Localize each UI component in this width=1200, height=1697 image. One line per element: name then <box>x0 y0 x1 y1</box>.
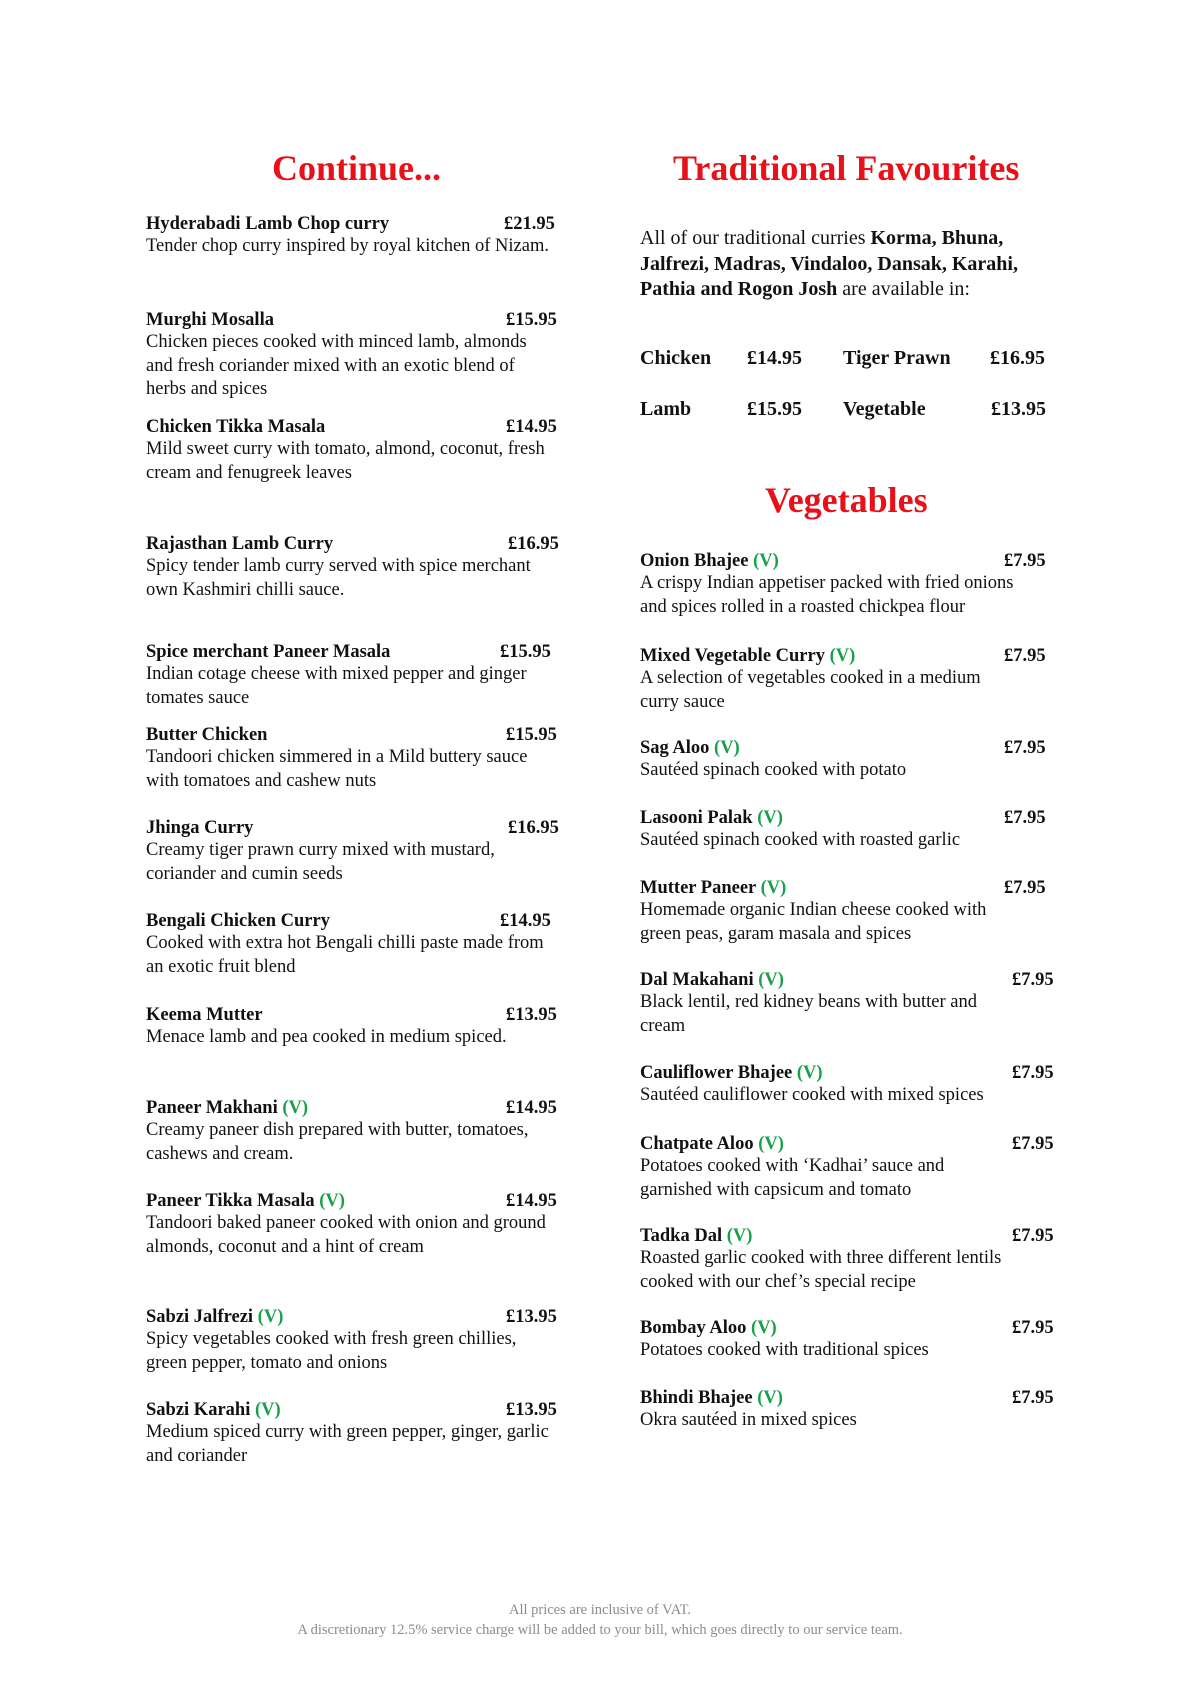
item-name: Keema Mutter <box>146 1005 263 1025</box>
item-price: £7.95 <box>1004 738 1046 758</box>
item-name: Bhindi Bhajee <box>640 1388 753 1408</box>
item-header <box>640 549 1060 573</box>
item-name: Mutter Paneer <box>640 878 756 898</box>
footer <box>0 1600 1200 1640</box>
price-chicken: £14.95 <box>747 347 802 369</box>
item-header <box>146 816 564 840</box>
item-price: £14.95 <box>500 911 551 931</box>
item-price: £16.95 <box>508 818 559 838</box>
vegetable-menu-item <box>640 1132 1060 1202</box>
item-price: £13.95 <box>506 1307 557 1327</box>
vegetarian-badge: (V) <box>751 1318 777 1338</box>
item-name: Tadka Dal <box>640 1226 723 1246</box>
price-vegetable: £13.95 <box>991 398 1046 420</box>
vegetable-menu-item <box>640 876 1060 946</box>
item-description: Chicken pieces cooked with minced lamb, almonds and fresh coriander mixed with an exotic blend of herbs and spices <box>146 332 527 399</box>
vegetarian-badge: (V) <box>753 551 779 571</box>
item-description: Roasted garlic cooked with three different lentils cooked with our chef’s special recipe <box>640 1248 1002 1292</box>
item-name: Onion Bhajee <box>640 551 749 571</box>
price-label-chicken: Chicken <box>640 347 712 369</box>
item-description: Indian cotage cheese with mixed pepper and ginger tomates sauce <box>146 664 527 708</box>
vegetarian-badge: (V) <box>319 1191 345 1211</box>
item-description: Creamy paneer dish prepared with butter, tomatoes, cashews and cream. <box>146 1120 529 1164</box>
item-name: Mixed Vegetable Curry <box>640 646 825 666</box>
item-price: £13.95 <box>506 1005 557 1025</box>
item-price: £7.95 <box>1012 1063 1054 1083</box>
item-description: Potatoes cooked with ‘Kadhai’ sauce and garnished with capsicum and tomato <box>640 1156 945 1200</box>
item-name: Sabzi Jalfrezi <box>146 1307 254 1327</box>
item-header <box>146 308 564 332</box>
intro-suffix: are available in: <box>837 278 970 300</box>
item-name: Paneer Makhani <box>146 1098 278 1118</box>
item-name: Chatpate Aloo <box>640 1134 754 1154</box>
item-name: Bombay Aloo <box>640 1318 747 1338</box>
item-header <box>146 1305 564 1329</box>
item-header <box>640 1316 1060 1340</box>
vegetarian-badge: (V) <box>714 738 740 758</box>
vegetable-menu-item <box>640 1061 1060 1108</box>
item-price: £7.95 <box>1012 970 1054 990</box>
price-lamb: £15.95 <box>747 398 802 420</box>
item-name: Murghi Mosalla <box>146 310 274 330</box>
item-header <box>640 1386 1060 1410</box>
item-description: Okra sautéed in mixed spices <box>640 1410 857 1430</box>
vegetarian-badge: (V) <box>760 878 787 898</box>
item-name: Bengali Chicken Curry <box>146 911 330 931</box>
traditional-favourites-title: Traditional Favourites <box>673 148 1020 188</box>
item-price: £7.95 <box>1012 1226 1054 1246</box>
curry-menu-item <box>146 308 564 402</box>
item-price: £7.95 <box>1004 646 1046 666</box>
curry-menu-item <box>146 723 564 793</box>
vegetarian-badge: (V) <box>757 808 783 828</box>
item-header <box>146 415 564 439</box>
item-header <box>146 1096 564 1120</box>
vegetarian-badge: (V) <box>254 1400 281 1420</box>
item-header <box>146 1189 564 1213</box>
item-name: Lasooni Palak <box>640 808 753 828</box>
price-label-vegetable: Vegetable <box>843 398 926 420</box>
item-price: £14.95 <box>506 1191 557 1211</box>
intro-prefix: All of our traditional curries <box>640 227 871 249</box>
intro-curries: Korma, Bhuna, Jalfrezi, Madras, Vindaloo, Dansak, Karahi, Pathia and Rogon Josh <box>640 227 1018 300</box>
vegetable-menu-item <box>640 1224 1060 1294</box>
curry-menu-item <box>146 532 564 602</box>
item-header <box>146 212 564 236</box>
curry-menu-item <box>146 1096 564 1166</box>
item-name: Hyderabadi Lamb Chop curry <box>146 214 390 234</box>
item-price: £15.95 <box>500 642 551 662</box>
item-description: Tandoori baked paneer cooked with onion and ground almonds, coconut and a hint of cream <box>146 1213 546 1257</box>
curry-menu-item <box>146 1398 564 1468</box>
vegetable-menu-item <box>640 1386 1060 1433</box>
vegetarian-badge: (V) <box>757 1388 783 1408</box>
item-description: Mild sweet curry with tomato, almond, coconut, fresh cream and fenugreek leaves <box>146 439 545 483</box>
item-price: £7.95 <box>1012 1134 1054 1154</box>
curry-menu-item <box>146 415 564 485</box>
item-name: Sabzi Karahi <box>146 1400 251 1420</box>
item-price: £21.95 <box>504 214 555 234</box>
vegetable-menu-item <box>640 806 1060 853</box>
item-description: Sautéed spinach cooked with roasted garlic <box>640 830 961 850</box>
vegetables-title: Vegetables <box>765 480 928 520</box>
item-description: Menace lamb and pea cooked in medium spiced. <box>146 1027 507 1047</box>
item-header <box>640 968 1060 992</box>
item-description: Homemade organic Indian cheese cooked with green peas, garam masala and spices <box>640 900 987 944</box>
item-header <box>146 532 564 556</box>
item-name: Spice merchant Paneer Masala <box>146 642 391 662</box>
item-name: Jhinga Curry <box>146 818 254 838</box>
item-header <box>146 723 564 747</box>
item-description: Tender chop curry inspired by royal kitchen of Nizam. <box>146 236 549 256</box>
curry-menu-item <box>146 816 564 886</box>
item-price: £7.95 <box>1012 1388 1054 1408</box>
vegetarian-badge: (V) <box>282 1098 309 1118</box>
vegetable-menu-item <box>640 549 1060 619</box>
item-description: Black lentil, red kidney beans with butter and cream <box>640 992 978 1036</box>
item-header <box>640 1224 1060 1248</box>
curry-menu-item <box>146 1189 564 1259</box>
footer-service-charge-note: A discretionary 12.5% service charge will be added to your bill, which goes directly to our service team. <box>297 1622 903 1638</box>
item-price: £15.95 <box>506 725 557 745</box>
curry-menu-item <box>146 212 564 259</box>
item-name: Sag Aloo <box>640 738 710 758</box>
vegetable-menu-item <box>640 736 1060 783</box>
item-description: Spicy tender lamb curry served with spice merchant own Kashmiri chilli sauce. <box>146 556 531 600</box>
price-label-lamb: Lamb <box>640 398 692 420</box>
item-price: £7.95 <box>1012 1318 1054 1338</box>
item-header <box>640 876 1060 900</box>
item-header <box>640 1132 1060 1156</box>
vegetarian-badge: (V) <box>726 1226 753 1246</box>
vegetarian-badge: (V) <box>758 970 784 990</box>
curry-menu-item <box>146 1305 564 1375</box>
item-name: Dal Makahani <box>640 970 754 990</box>
price-tiger-prawn: £16.95 <box>990 347 1045 369</box>
vegetable-menu-item <box>640 968 1060 1038</box>
item-price: £14.95 <box>506 417 557 437</box>
item-description: Tandoori chicken simmered in a Mild buttery sauce with tomatoes and cashew nuts <box>146 747 528 791</box>
vegetarian-badge: (V) <box>829 646 856 666</box>
item-header <box>146 1398 564 1422</box>
item-description: A crispy Indian appetiser packed with fried onions and spices rolled in a roasted chickpea flour <box>640 573 1014 617</box>
curry-menu-item <box>146 909 564 979</box>
item-description: Sautéed spinach cooked with potato <box>640 760 907 780</box>
curry-menu-item <box>146 640 564 710</box>
item-description: Sautéed cauliflower cooked with mixed spices <box>640 1085 984 1105</box>
footer-vat-note: All prices are inclusive of VAT. <box>508 1602 691 1618</box>
item-description: Spicy vegetables cooked with fresh green chillies, green pepper, tomato and onions <box>146 1329 517 1373</box>
item-price: £16.95 <box>508 534 559 554</box>
item-description: Medium spiced curry with green pepper, ginger, garlic and coriander <box>146 1422 549 1466</box>
vegetarian-badge: (V) <box>796 1063 823 1083</box>
item-name: Paneer Tikka Masala <box>146 1191 315 1211</box>
item-description: Potatoes cooked with traditional spices <box>640 1340 929 1360</box>
vegetable-menu-item <box>640 644 1060 714</box>
item-header <box>640 644 1060 668</box>
item-header <box>640 1061 1060 1085</box>
vegetarian-badge: (V) <box>257 1307 284 1327</box>
item-price: £7.95 <box>1004 551 1046 571</box>
item-description: A selection of vegetables cooked in a medium curry sauce <box>640 668 981 712</box>
item-price: £13.95 <box>506 1400 557 1420</box>
traditional-intro <box>640 226 1070 303</box>
item-price: £7.95 <box>1004 808 1046 828</box>
item-name: Cauliflower Bhajee <box>640 1063 793 1083</box>
vegetarian-badge: (V) <box>758 1134 784 1154</box>
item-price: £15.95 <box>506 310 557 330</box>
item-name: Chicken Tikka Masala <box>146 417 326 437</box>
curry-menu-item <box>146 1003 564 1050</box>
item-header <box>146 640 564 664</box>
item-description: Creamy tiger prawn curry mixed with mustard, coriander and cumin seeds <box>146 840 495 884</box>
item-price: £7.95 <box>1004 878 1046 898</box>
item-header <box>146 909 564 933</box>
item-header <box>640 736 1060 760</box>
item-description: Cooked with extra hot Bengali chilli paste made from an exotic fruit blend <box>146 933 544 977</box>
item-header <box>640 806 1060 830</box>
item-name: Butter Chicken <box>146 725 268 745</box>
price-label-tiger-prawn: Tiger Prawn <box>843 347 951 369</box>
item-name: Rajasthan Lamb Curry <box>146 534 334 554</box>
item-header <box>146 1003 564 1027</box>
continue-title: Continue... <box>272 148 442 188</box>
item-price: £14.95 <box>506 1098 557 1118</box>
vegetable-menu-item <box>640 1316 1060 1363</box>
